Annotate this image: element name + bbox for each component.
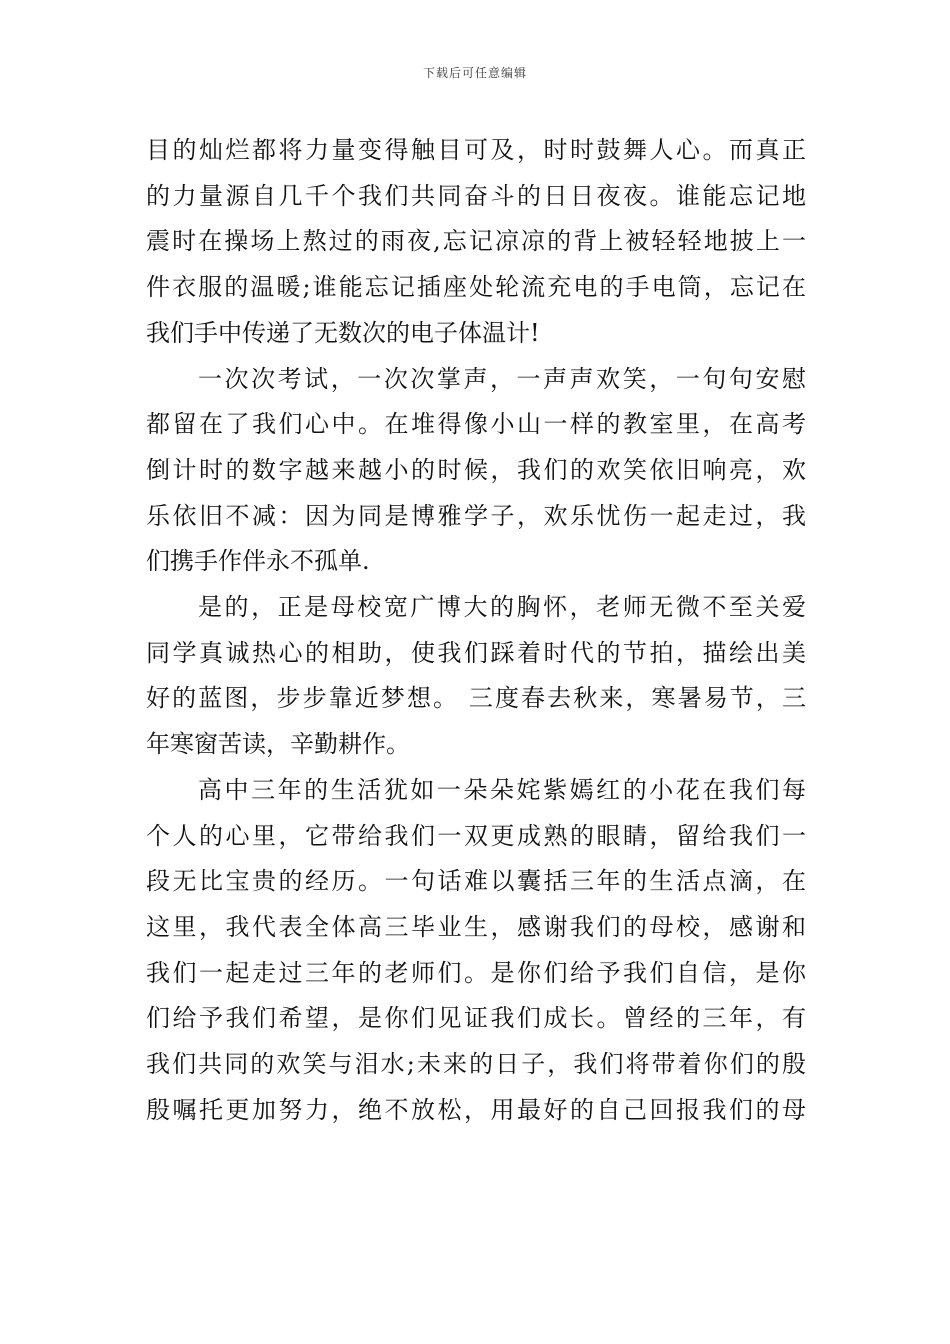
- text-line: 是的，正是母校宽广博大的胸怀，老师无微不至关爱: [198, 593, 806, 622]
- text-line: 一次次考试，一次次掌声，一声声欢笑，一句句安慰: [198, 364, 806, 393]
- text-line: 的力量源自几千个我们共同奋斗的日日夜夜。谁能忘记地: [146, 181, 806, 210]
- text-line: 殷嘱托更加努力，绝不放松，用最好的自己回报我们的母: [146, 1095, 806, 1124]
- text-line: 年寒窗苦读，辛勤耕作。: [146, 730, 410, 759]
- page-header-note: 下载后可任意编辑: [422, 66, 527, 80]
- paragraph-2: [146, 357, 806, 586]
- text-line: 我们共同的欢笑与泪水;未来的日子，我们将带着你们的殷: [146, 1050, 806, 1079]
- document-body: [146, 128, 806, 1133]
- text-line: 都留在了我们心中。在堆得像小山一样的教室里，在高考: [146, 410, 806, 439]
- text-line: 段无比宝贵的经历。一句话难以囊括三年的生活点滴，在: [146, 867, 806, 896]
- text-line: 这里，我代表全体高三毕业生，感谢我们的母校，感谢和: [146, 912, 806, 941]
- text-line: 个人的心里，它带给我们一双更成熟的眼睛，留给我们一: [146, 821, 806, 850]
- text-line: 我们手中传递了无数次的电子体温计!: [146, 318, 540, 347]
- text-line: 们给予我们希望，是你们见证我们成长。曾经的三年，有: [146, 1004, 806, 1033]
- text-line: 我们一起走过三年的老师们。是你们给予我们自信，是你: [146, 958, 806, 987]
- text-line: 们携手作伴永不孤单.: [146, 547, 370, 576]
- text-line: 乐依旧不减：因为同是博雅学子，欢乐忧伤一起走过，我: [146, 501, 806, 530]
- text-line: 目的灿烂都将力量变得触目可及，时时鼓舞人心。而真正: [146, 136, 806, 164]
- text-line: 倒计时的数字越来越小的时候，我们的欢笑依旧响亮，欢: [146, 455, 806, 484]
- paragraph-1: [146, 128, 806, 357]
- paragraph-4: [146, 768, 806, 1134]
- paragraph-3: [146, 585, 806, 768]
- text-line: 同学真诚热心的相助，使我们踩着时代的节拍，描绘出美: [146, 638, 806, 667]
- text-line: 高中三年的生活犹如一朵朵姹紫嫣红的小花在我们每: [198, 775, 806, 804]
- text-line: 震时在操场上熬过的雨夜,忘记凉凉的背上被轻轻地披上一: [146, 227, 806, 256]
- text-line: 好的蓝图，步步靠近梦想。 三度春去秋来，寒暑易节，三: [146, 684, 806, 713]
- text-line: 件衣服的温暖;谁能忘记插座处轮流充电的手电筒，忘记在: [146, 273, 806, 302]
